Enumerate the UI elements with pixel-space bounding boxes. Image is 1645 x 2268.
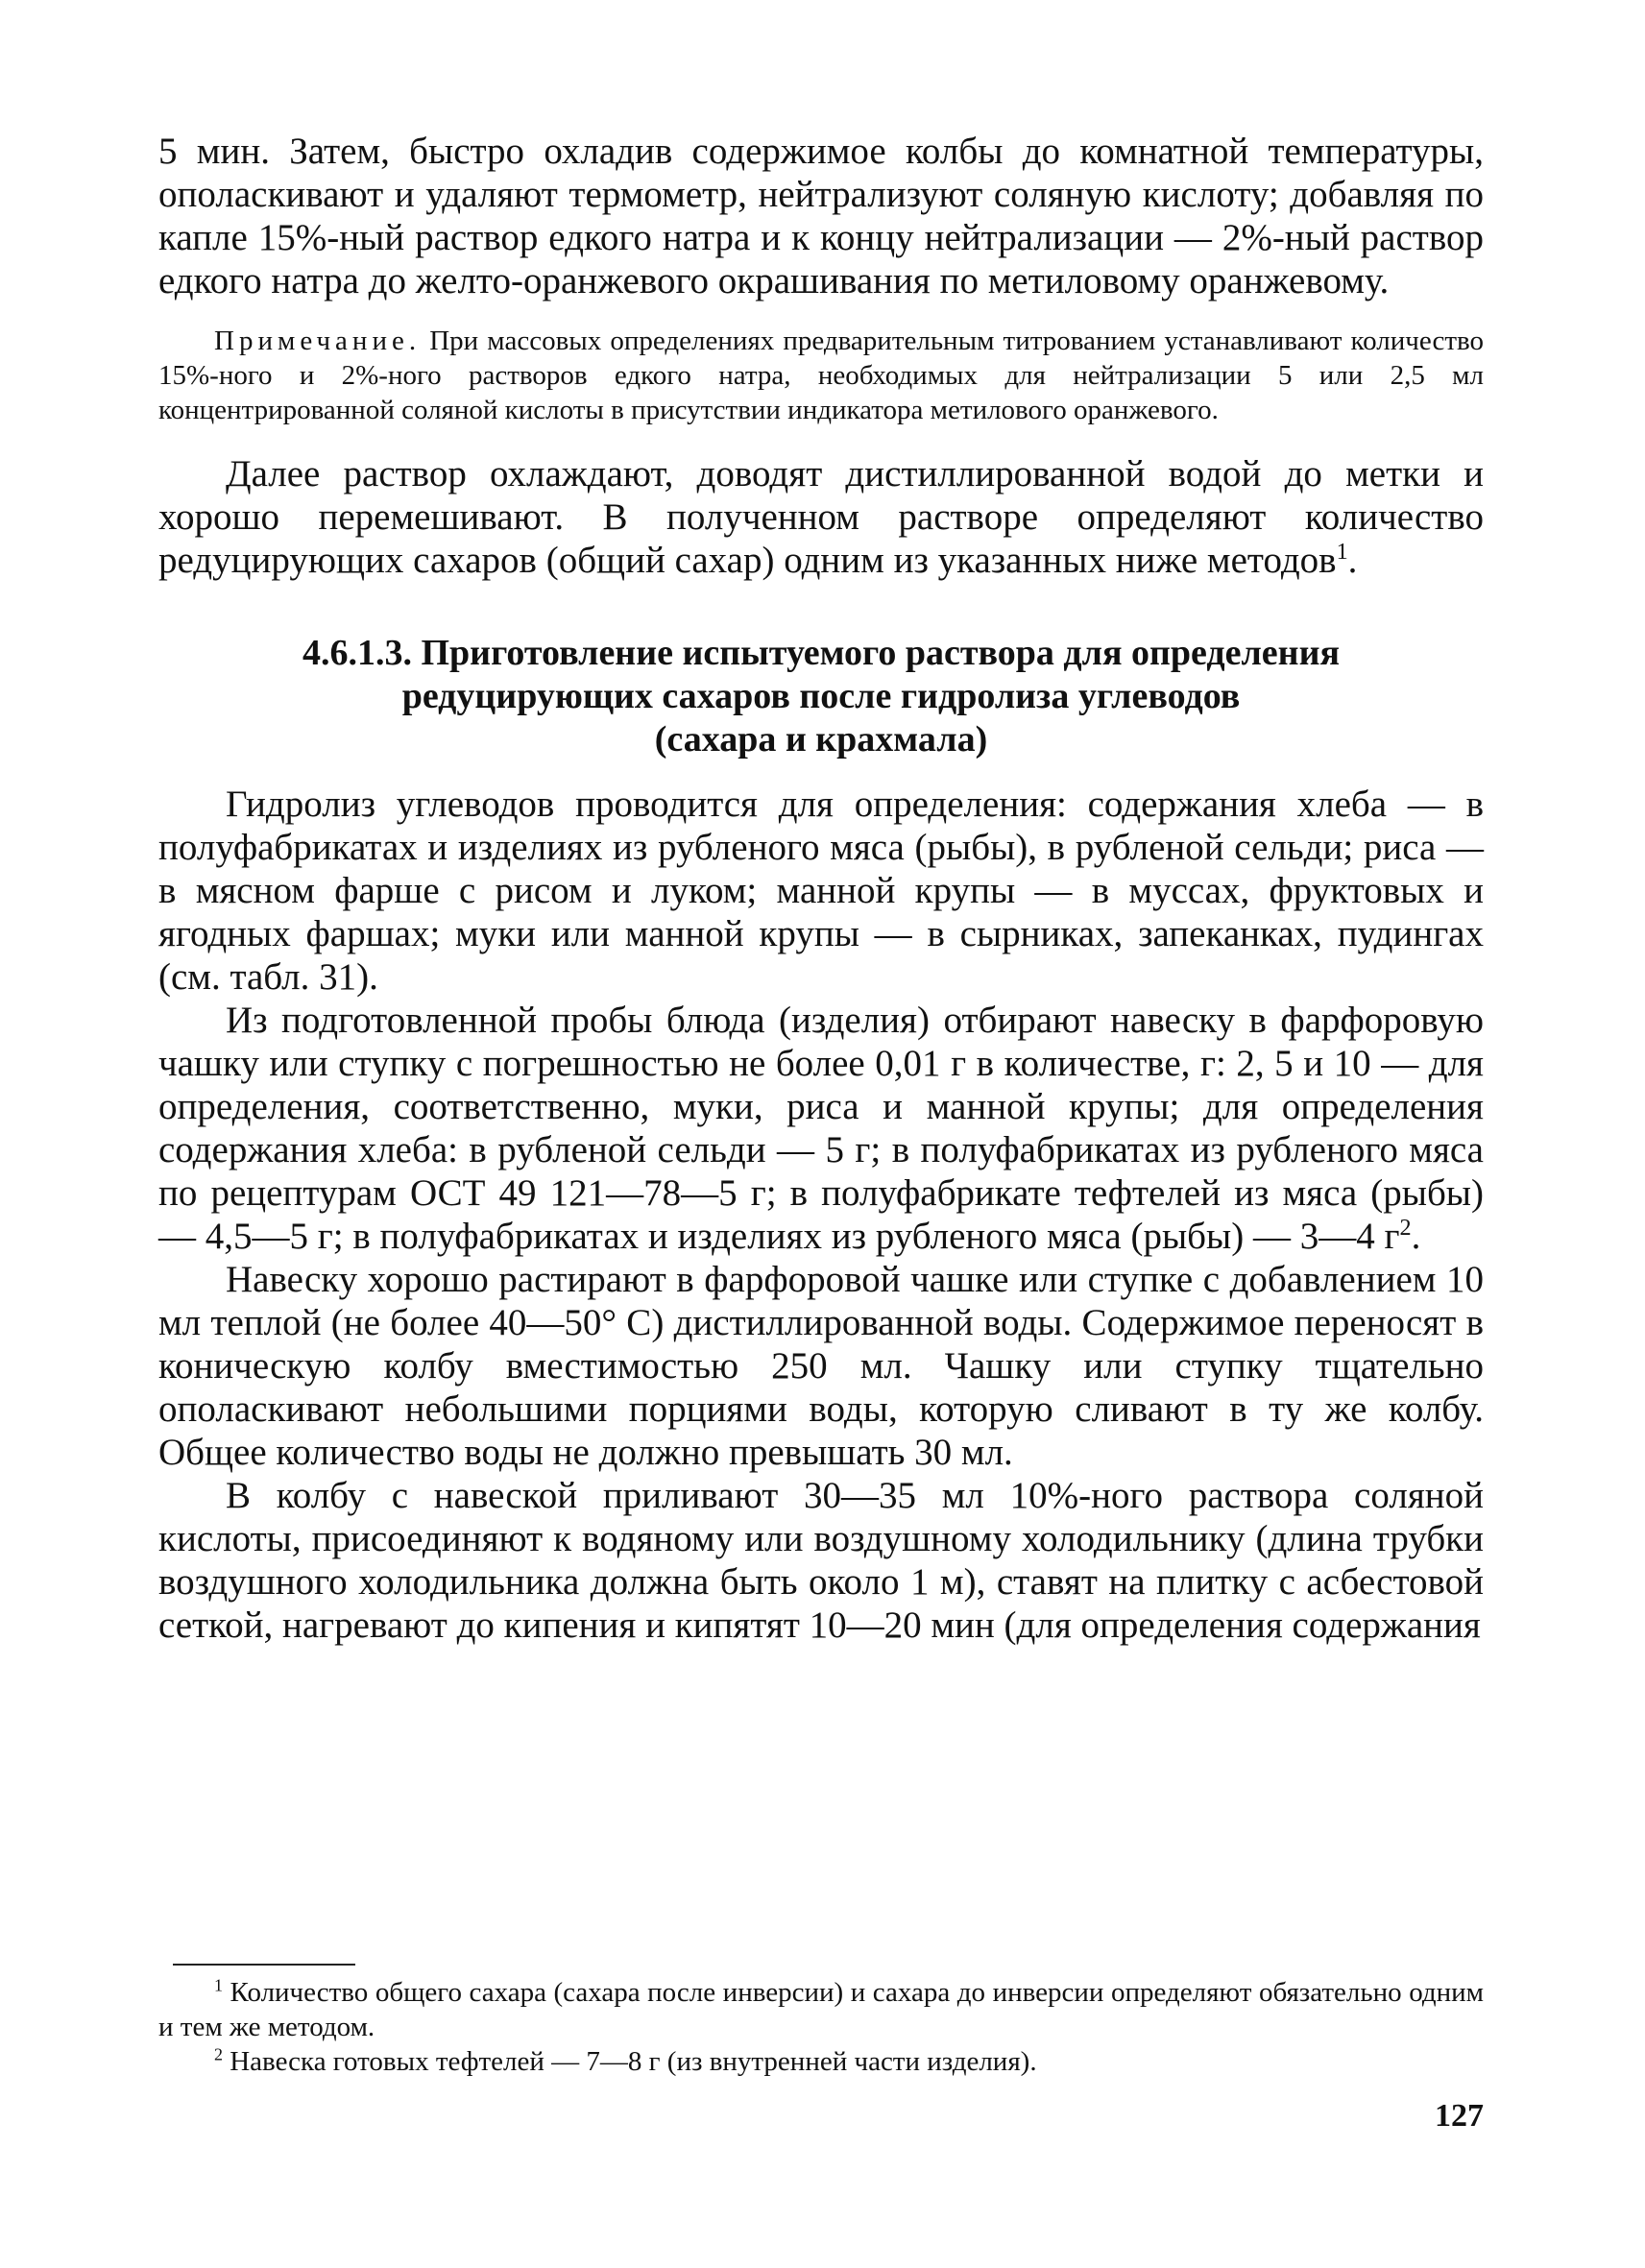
footnote-2 [158,2044,1484,2079]
footnote-ref-1: 1 [1336,539,1348,565]
intro-paragraph: 5 мин. Затем, быстро охладив содержимое колбы до комнатной температуры, ополаскивают и удаляют термометр, нейтрализуют соляную кислоту; добавляя по капле 15%-ный раствор едкого натра и к концу нейтрализации — 2%-ный раствор едкого натра до желто-оранжевого окрашивания по метиловому оранжевому. [158,131,1484,302]
paragraph-sample [158,999,1484,1258]
paragraph-after-note-end: . [1347,540,1358,581]
paragraph-acid: В колбу с навеской приливают 30—35 мл 10%-ного раствора соляной кислоты, присоединяют к водяному или воздушному холодильнику (длина трубки воздушного холодильника должна быть около 1 м), ставят на плитку с асбестовой сеткой, нагревают до кипения и кипятят 10—20 мин (для определения содержания [158,1475,1484,1646]
paragraph-after-note-text: Далее раствор охлаждают, доводят дистиллированной водой до метки и хорошо перемешивают. В полученном растворе определяют количество редуцирующих сахаров (общий сахар) одним из указанных ниже методов [158,453,1484,581]
paragraph-hydrolysis: Гидролиз углеводов проводится для определения: содержания хлеба — в полуфабрикатах и изделиях из рубленого мяса (рыбы), в рубленой сельди; риса — в мясном фарше с рисом и луком; манной крупы — в муссах, фруктовых и ягодных фаршах; муки или манной крупы — в сырниках, запеканках, пудингах (см. табл. 31). [158,784,1484,998]
footnote-1 [158,1975,1484,2044]
footnote-1-mark: 1 [214,1975,223,1995]
footnote-2-mark: 2 [214,2044,223,2064]
section-heading [158,632,1484,761]
note-paragraph [158,324,1484,427]
note-text: При массовых определениях предварительным титрованием устанавливают количество 15%-ного и 2%-ного растворов едкого натра, необходимых для нейтрализации 5 или 2,5 мл концентрированной соляной кислоты в присутствии индикатора метилового оранжевого. [158,326,1484,425]
section-heading-line-2: редуцирующих сахаров после гидролиза углеводов [401,676,1241,716]
paragraph-after-note [158,452,1484,582]
footnote-divider [173,1964,355,1966]
page-body [158,130,1484,1647]
section-heading-line-3: (сахара и крахмала) [654,719,988,760]
footnote-ref-2: 2 [1399,1215,1412,1241]
footnote-2-text: Навеска готовых тефтелей — 7—8 г (из внутренней части изделия). [230,2046,1037,2077]
section-heading-line-1: 4.6.1.3. Приготовление испытуемого раствора для определения [302,633,1341,673]
paragraph-grinding: Навеску хорошо растирают в фарфоровой чашке или ступке с добавлением 10 мл теплой (не более 40—50° С) дистиллированной воды. Содержимое переносят в коническую колбу вместимостью 250 мл. Чашку или ступку тщательно ополаскивают небольшими порциями воды, которую сливают в ту же колбу. Общее количество воды не должно превышать 30 мл. [158,1259,1484,1473]
paragraph-sample-end: . [1411,1216,1421,1257]
footnote-1-text: Количество общего сахара (сахара после инверсии) и сахара до инверсии определяют обязательно одним и тем же методом. [158,1977,1485,2042]
note-label: Примечание. [214,326,422,356]
paragraph-sample-text: Из подготовленной пробы блюда (изделия) отбирают навеску в фарфоровую чашку или ступку с погрешностью не более 0,01 г в количестве, г: 2, 5 и 10 — для определения, соответственно, муки, риса и манной крупы; для определения содержания хлеба: в рубленой сельди — 5 г; в полуфабрикатах из рубленого мяса по рецептурам ОСТ 49 121—78—5 г; в полуфабрикате тефтелей из мяса (рыбы) — 4,5—5 г; в полуфабрикатах и изделиях из рубленого мяса (рыбы) — 3—4 г [158,1000,1484,1257]
page-number: 127 [1435,2098,1484,2134]
footnotes [158,1964,1484,2079]
